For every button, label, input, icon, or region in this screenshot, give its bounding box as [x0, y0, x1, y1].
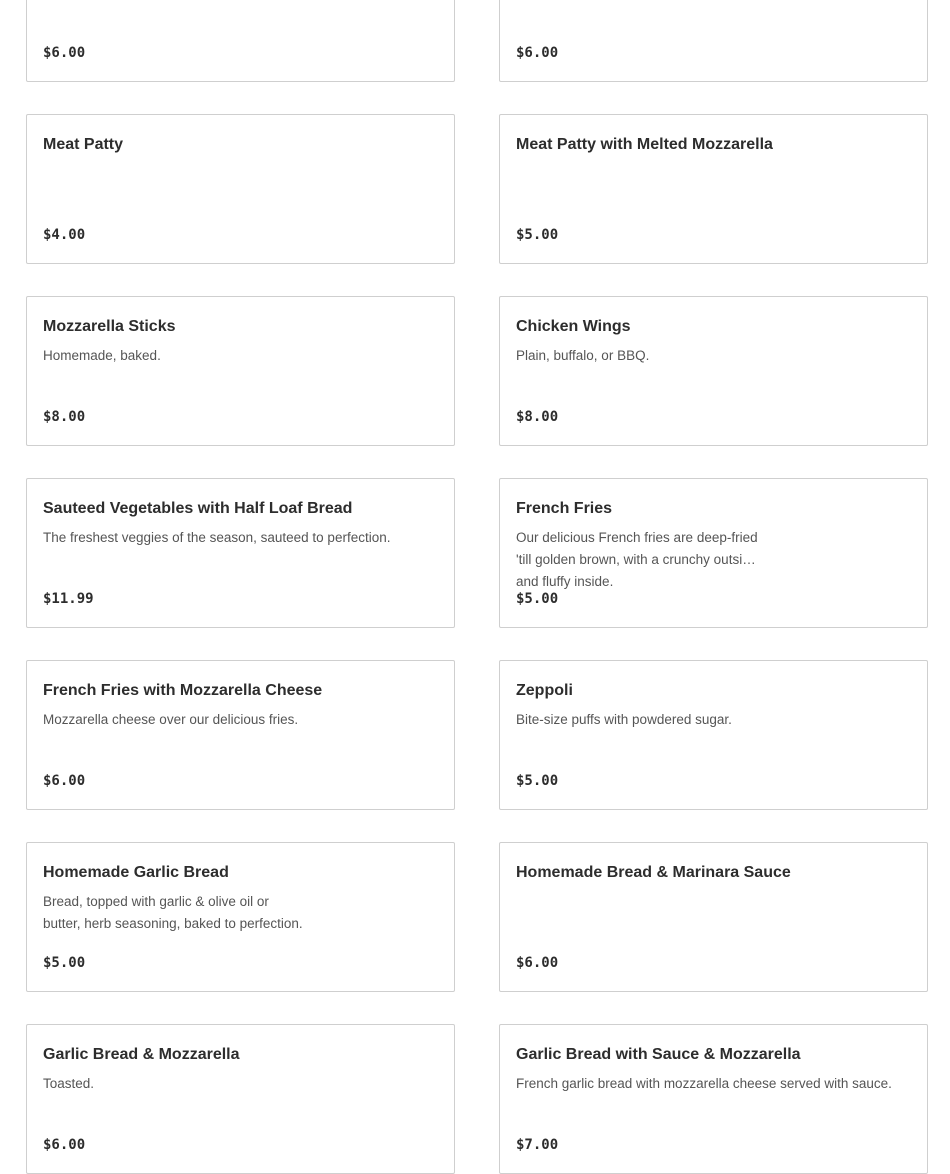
menu-item-card-garlic-bread-mozzarella[interactable] [26, 1024, 455, 1174]
menu-item-name: Meat Patty [43, 136, 124, 153]
menu-item-name: French Fries with Mozzarella Cheese [43, 682, 323, 699]
menu-item-name: Mozzarella Sticks [43, 318, 176, 335]
menu-item-name: Chicken Wings [516, 318, 631, 335]
menu-item-name: Homemade Garlic Bread [43, 864, 229, 881]
menu-item-description: Bite-size puffs with powdered sugar. [516, 712, 732, 727]
menu-item-price: $6.00 [43, 1137, 86, 1153]
menu-item-description: Toasted. [43, 1076, 95, 1091]
menu-item-card[interactable] [26, 0, 455, 82]
menu-item-card-french-fries[interactable] [499, 478, 928, 628]
menu-item-description: The freshest veggies of the season, sauteed to perfection. [43, 530, 391, 545]
menu-item-price: $6.00 [43, 45, 86, 61]
menu-item-price: $6.00 [516, 955, 559, 971]
menu-item-card-zeppoli[interactable] [499, 660, 928, 810]
menu-item-name: Zeppoli [516, 682, 573, 699]
menu-item-price: $4.00 [43, 227, 86, 243]
menu-item-price: $7.00 [516, 1137, 559, 1153]
menu-item-price: $5.00 [516, 591, 559, 607]
menu-item-name: Homemade Bread & Marinara Sauce [516, 864, 791, 881]
menu-item-card-homemade-bread-marinara[interactable] [499, 842, 928, 992]
menu-item-price: $5.00 [516, 773, 559, 789]
menu-item-name: Garlic Bread with Sauce & Mozzarella [516, 1046, 801, 1063]
menu-item-card[interactable] [499, 0, 928, 82]
menu-item-card-homemade-garlic-bread[interactable] [26, 842, 455, 992]
menu-item-name: Sauteed Vegetables with Half Loaf Bread [43, 500, 353, 517]
menu-item-description: Bread, topped with garlic & olive oil or butter, herb seasoning, baked to perfection. [43, 894, 303, 931]
menu-item-description: Mozzarella cheese over our delicious fries. [43, 712, 299, 727]
menu-item-description: Plain, buffalo, or BBQ. [516, 348, 650, 363]
menu-item-price: $6.00 [43, 773, 86, 789]
menu-item-price: $5.00 [516, 227, 559, 243]
menu-item-description: French garlic bread with mozzarella cheese served with sauce. [516, 1076, 892, 1091]
menu-item-card-chicken-wings[interactable] [499, 296, 928, 446]
menu-item-card-garlic-bread-sauce-mozzarella[interactable] [499, 1024, 928, 1174]
menu-item-card-mozzarella-sticks[interactable] [26, 296, 455, 446]
menu-item-card-sauteed-vegetables[interactable] [26, 478, 455, 628]
menu-item-price: $6.00 [516, 45, 559, 61]
menu-item-card-meat-patty[interactable] [26, 114, 455, 264]
menu-item-name: Meat Patty with Melted Mozzarella [516, 136, 773, 153]
menu-item-card-french-fries-mozzarella[interactable] [26, 660, 455, 810]
menu-item-name: French Fries [516, 500, 613, 517]
menu-item-description: Our delicious French fries are deep-fried 'till golden brown, with a crunchy outside and fluffy inside. [516, 530, 758, 589]
menu-item-grid [26, 0, 928, 1174]
menu-item-price: $8.00 [43, 409, 86, 425]
menu-item-card-meat-patty-mozzarella[interactable] [499, 114, 928, 264]
menu-item-name: Garlic Bread & Mozzarella [43, 1046, 240, 1063]
menu-item-description: Homemade, baked. [43, 348, 161, 363]
menu-item-price: $11.99 [43, 591, 94, 607]
menu-item-price: $8.00 [516, 409, 559, 425]
menu-item-price: $5.00 [43, 955, 86, 971]
